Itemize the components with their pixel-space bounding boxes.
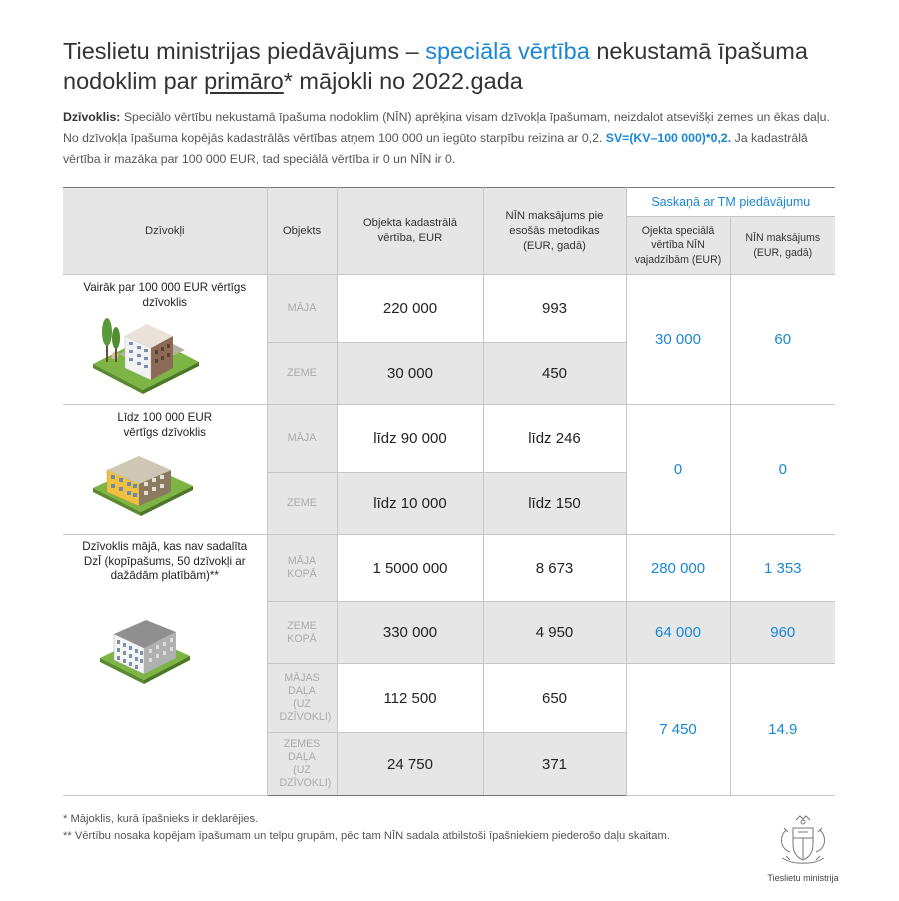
current-tax-value: 371 (483, 733, 626, 796)
category-cell (63, 535, 267, 796)
page-title (63, 36, 863, 96)
header-special-value-text: Ojekta speciālā vērtība NĪN vajadzībām (EUR) (634, 224, 722, 266)
category-label (63, 275, 267, 310)
current-tax-value: 450 (483, 343, 626, 405)
special-value: 0 (626, 405, 730, 535)
current-tax-value: 8 673 (483, 535, 626, 602)
current-tax-value: līdz 150 (483, 473, 626, 535)
current-tax-value: 4 950 (483, 602, 626, 664)
footnote-2: ** Vērtību nosaka kopējam īpašumam un telpu grupām, pēc tam NĪN sadala atbilstoši īpašniekiem piederošo daļu skaitam. (63, 830, 670, 842)
table-row (63, 535, 835, 602)
latvian-coat-of-arms-icon (764, 812, 842, 873)
header-new-tax (730, 217, 835, 275)
share-special-value: 7 450 (626, 664, 730, 796)
special-value: 30 000 (626, 275, 730, 405)
cadastral-value: 1 5000 000 (337, 535, 483, 602)
header-current-tax (483, 188, 626, 275)
new-tax-value: 960 (730, 602, 835, 664)
object-cell (267, 733, 337, 796)
cadastral-value: 330 000 (337, 602, 483, 664)
current-tax-value: 993 (483, 275, 626, 343)
object-cell: ZEME (267, 473, 337, 535)
category-label (63, 535, 267, 584)
object-cell-text: ZEMES DAĻA (UZ DZĪVOKLI) (279, 738, 332, 789)
category-cell (63, 405, 267, 535)
share-new-tax-value: 14.9 (730, 664, 835, 796)
special-value: 280 000 (626, 535, 730, 602)
title-underlined: primāro (204, 68, 284, 94)
logo-text: Tieslietu ministrija (767, 873, 839, 883)
category-label-text: Dzīvoklis mājā, kas nav sadalīta DzĪ (kopīpašums, 50 dzīvokļi ar dažādām platībām)** (82, 540, 248, 582)
cadastral-value: 24 750 (337, 733, 483, 796)
header-cadastral (337, 188, 483, 275)
new-tax-value: 1 353 (730, 535, 835, 602)
object-cell (267, 664, 337, 733)
intro-label: Dzīvoklis: (63, 110, 121, 124)
object-cell (267, 535, 337, 602)
title-part1: Tieslietu ministrijas piedāvājums – (63, 38, 426, 64)
header-current-tax-text: NĪN maksājums pie esošās metodikas (EUR, gadā) (505, 209, 604, 252)
apartment-building-grey-icon (23, 614, 267, 686)
title-part3: * mājokli no 2022.gada (283, 68, 523, 94)
apartment-building-yellow-icon (19, 446, 267, 516)
object-cell: MĀJA (267, 275, 337, 343)
footnote-1: * Mājoklis, kurā īpašnieks ir deklarējies. (63, 813, 259, 825)
new-tax-value: 60 (730, 275, 835, 405)
current-tax-value: līdz 246 (483, 405, 626, 473)
category-label-text: Līdz 100 000 EUR vērtīgs dzīvoklis (117, 411, 213, 439)
title-highlight: speciālā vērtība (425, 38, 590, 64)
title-part2: nekustamā īpašuma nodoklim par (63, 38, 808, 94)
intro-text2: Ja kadastrālā vērtība ir mazāka par 100 000 EUR, tad speciālā vērtība ir 0 un NĪN ir 0. (63, 131, 808, 166)
intro-formula: SV=(KV–100 000)*0,2. (605, 131, 732, 145)
cadastral-value: 220 000 (337, 275, 483, 343)
new-tax-value: 0 (730, 405, 835, 535)
intro-text1: Speciālo vērtību nekustamā īpašuma nodoklim (NĪN) aprēķina visam dzīvokļa īpašumam, neizdalot atsevišķi zemes un ēkas daļu. No dzīvokļa īpašuma kopējās kadastrālās vērtības atņem 100 000 un iegūto starpību reizina ar 0,2. (63, 110, 830, 145)
header-tm-proposal: Saskaņā ar TM piedāvājumu (626, 188, 835, 217)
header-special-value (626, 217, 730, 275)
object-cell: MĀJA (267, 405, 337, 473)
apartment-building-tall-icon (23, 314, 267, 394)
footnotes (63, 811, 783, 845)
header-cadastral-text: Objekta kadastrālā vērtība, EUR (362, 217, 458, 244)
special-value: 64 000 (626, 602, 730, 664)
object-cell-text: MĀJAS DAĻA (UZ DZĪVOKLI) (279, 672, 332, 723)
object-cell: ZEME (267, 343, 337, 405)
category-cell (63, 275, 267, 405)
cadastral-value: 30 000 (337, 343, 483, 405)
object-cell (267, 602, 337, 664)
cadastral-value: 112 500 (337, 664, 483, 733)
category-label (63, 405, 267, 440)
intro-paragraph (63, 107, 843, 170)
table-row (63, 405, 835, 473)
current-tax-value: 650 (483, 664, 626, 733)
header-new-tax-text: NĪN maksājums (EUR, gadā) (745, 232, 821, 259)
cadastral-value: līdz 90 000 (337, 405, 483, 473)
tax-comparison-table (63, 187, 835, 796)
header-category: Dzīvokļi (63, 188, 267, 275)
cadastral-value: līdz 10 000 (337, 473, 483, 535)
object-cell-text: ZEME KOPĀ (287, 619, 317, 645)
header-object: Objekts (267, 188, 337, 275)
category-label-text: Vairāk par 100 000 EUR vērtīgs dzīvoklis (83, 281, 247, 309)
table-row (63, 275, 835, 343)
ministry-logo (764, 812, 842, 883)
object-cell-text: MĀJA KOPĀ (287, 555, 317, 580)
